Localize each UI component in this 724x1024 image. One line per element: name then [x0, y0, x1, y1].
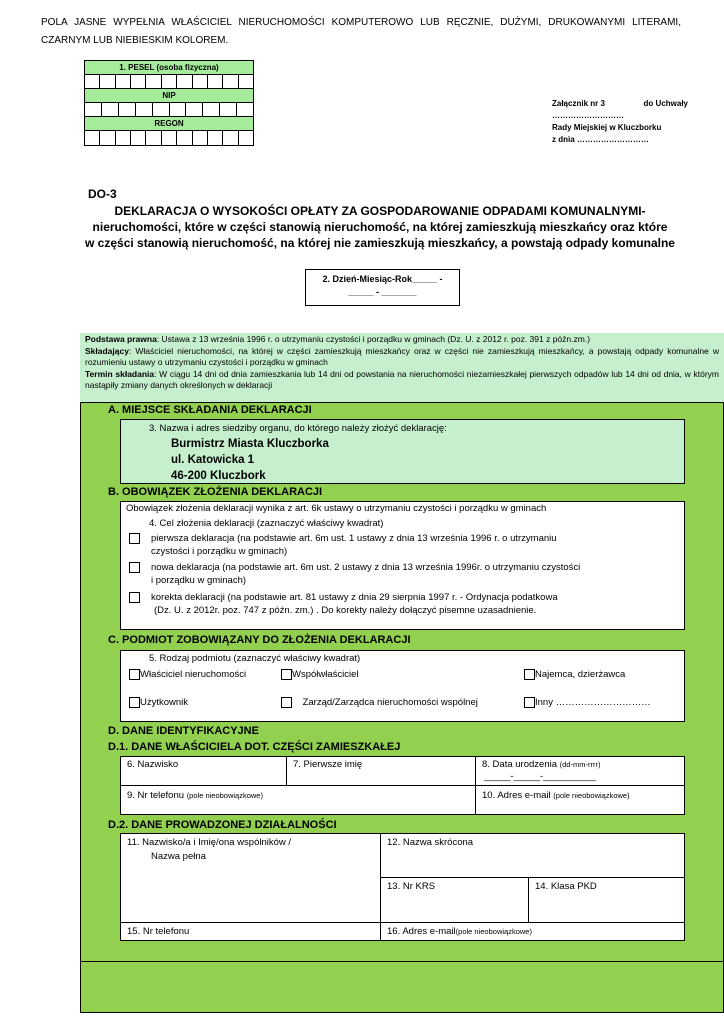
section-d2-title: D.2. DANE PROWADZONEJ DZIAŁALNOŚCI [108, 819, 337, 831]
checkbox-user[interactable] [129, 697, 140, 708]
opt1-line1: pierwsza deklaracja (na podstawie art. 6m ust. 1 ustawy z dnia 13 września 1996 r. o utrzymaniu [151, 533, 557, 544]
field-pkd[interactable]: 14. Klasa PKD [535, 881, 597, 892]
section-b-box [120, 501, 685, 630]
obligation-basis: Obowiązek złożenia deklaracji wynika z art. 6k ustawy o utrzymaniu czystości i porządku w gminach [126, 503, 547, 514]
d2-table [120, 833, 685, 941]
attachment-number: Załącznik nr 3 [552, 99, 605, 108]
field-surname[interactable]: 6. Nazwisko [121, 757, 287, 785]
opt2-line1: nowa deklaracja (na podstawie art. 6m ust. 2 ustawy z dnia 13 września 1996r. o utrzymaniu czystości [151, 562, 581, 573]
checkbox-owner[interactable] [129, 669, 140, 680]
option-user: Użytkownik [129, 696, 188, 709]
nip-cells[interactable] [85, 103, 253, 117]
attachment-date: z dnia ……………………… [552, 135, 649, 144]
attachment-note [552, 98, 712, 146]
attachment-dots: ……………………… [552, 111, 624, 120]
field-business-email[interactable]: 16. Adres e-mail(pole nieobowiązkowe) [387, 926, 532, 937]
attachment-council: Rady Miejskiej w Kluczborku [552, 123, 662, 132]
d1-row1 [120, 756, 685, 786]
checkbox-new-declaration[interactable] [129, 562, 140, 573]
title-line-1: DEKLARACJA O WYSOKOŚCI OPŁATY ZA GOSPODAROWANIE ODPADAMI KOMUNALNYMI- [114, 204, 646, 218]
section-d-title: D. DANE IDENTYFIKACYJNE [108, 725, 259, 737]
checkbox-tenant[interactable] [524, 669, 535, 680]
opt3-line1: korekta deklaracji (na podstawie art. 81 ustawy z dnia 29 sierpnia 1997 r. - Ordynacja podatkowa [151, 592, 558, 603]
checkbox-correction[interactable] [129, 592, 140, 603]
option-manager: Zarząd/Zarządca nieruchomości wspólnej [281, 696, 478, 709]
regon-cells[interactable] [85, 131, 253, 145]
skladajacy-label: Składający [85, 345, 129, 356]
option-other: Inny ………………………… [524, 696, 651, 709]
date-label: 2. Dzień-Miesiąc-Rok_____ - [322, 274, 443, 284]
nip-label: NIP [85, 89, 253, 103]
field-4-label: 4. Cel złożenia deklaracji (zaznaczyć właściwy kwadrat) [149, 518, 384, 529]
form-bottom-divider [80, 961, 724, 962]
opt1-line2: czystości i porządku w gminach) [151, 546, 288, 557]
podstawa-text: : Ustawa z 13 września 1996 r. o utrzymaniu czystości i porządku w gminach (Dz. U. z 2012 r. poz. 391 z późn.zm.) [156, 334, 591, 344]
pesel-cells[interactable] [85, 75, 253, 89]
option-coowner: Współwłaściciel [281, 668, 359, 681]
org-street: ul. Katowicka 1 [171, 454, 255, 466]
skladajacy-text: : Właściciel nieruchomości, na której w części zamieszkują mieszkańcy oraz w części nie zamieszkują mieszkańcy, a powstają odpady komunalne w rozumieniu ustawy o utrzymaniu czystości i porządku w gminach [85, 345, 719, 367]
section-a-box [120, 419, 685, 484]
regon-label: REGON [85, 117, 253, 131]
opt3-line2: (Dz. U. z 2012r. poz. 747 z późn. zm.) . Do korekty należy dołączyć pisemne uzasadnienie. [154, 605, 537, 616]
podstawa-label: Podstawa prawna [85, 334, 157, 344]
section-c-title: C. PODMIOT ZOBOWIĄZANY DO ZŁOŻENIA DEKLARACJI [108, 634, 411, 646]
option-first-declaration [151, 532, 681, 558]
option-owner: Właściciel nieruchomości [129, 668, 246, 681]
section-d1-title: D.1. DANE WŁAŚCICIELA DOT. CZĘŚCI ZAMIESZKAŁEJ [108, 741, 401, 753]
intro-instruction: POLA JASNE WYPEŁNIA WŁAŚCICIEL NIERUCHOMOŚCI KOMPUTEROWO LUB RĘCZNIE, DUŻYMI, DRUKOWANYMI LITERAMI, CZARNYM LUB NIEBIESKIM KOLOREM. [41, 17, 681, 46]
field-business-phone[interactable]: 15. Nr telefonu [121, 923, 381, 941]
date-field[interactable] [305, 269, 460, 306]
field-krs[interactable]: 13. Nr KRS [381, 878, 529, 922]
field-phone[interactable]: 9. Nr telefonu (pole nieobowiązkowe) [121, 786, 476, 814]
option-tenant: Najemca, dzierżawca [524, 668, 625, 681]
title-line-3: w części stanowią nieruchomość, na której nie zamieszkują mieszkańcy, a powstają odpady komunalne [85, 236, 675, 250]
option-correction [151, 591, 681, 617]
field-5-label: 5. Rodzaj podmiotu (zaznaczyć właściwy kwadrat) [149, 653, 361, 664]
opt2-line2: i porządku w gminach) [151, 575, 247, 586]
org-name: Burmistrz Miasta Kluczborka [171, 438, 329, 450]
d1-row2 [120, 785, 685, 815]
org-city: 46-200 Kluczbork [171, 470, 266, 482]
section-b-title: B. OBOWIĄZEK ZŁOŻENIA DEKLARACJI [108, 486, 323, 498]
checkbox-coowner[interactable] [281, 669, 292, 680]
field-partners-name[interactable]: 11. Nazwisko/a i Imię/ona wspólników / Nazwa pełna [121, 834, 381, 922]
checkbox-other[interactable] [524, 697, 535, 708]
checkbox-manager[interactable] [281, 697, 292, 708]
field-3-label: 3. Nazwa i adres siedziby organu, do którego należy złożyć deklarację: [149, 423, 447, 434]
id-table [84, 60, 254, 146]
pesel-label: 1. PESEL (osoba fizyczna) [85, 61, 253, 75]
termin-text: : W ciągu 14 dni od dnia zamieszkania lub 14 dni od powstania na nieruchomości niezamieszkałej pierwszych odpadów lub 14 dni od dnia, w którym nastąpiły zmiany danych określonych w deklaracji [85, 368, 719, 390]
termin-label: Termin składania [85, 368, 155, 379]
section-c-box [120, 650, 685, 722]
field-short-name[interactable]: 12. Nazwa skrócona [381, 834, 685, 878]
section-a-title: A. MIEJSCE SKŁADANIA DEKLARACJI [108, 404, 312, 416]
date-blank: _____ - _______ [348, 287, 417, 297]
attachment-resolution: do Uchwały [643, 99, 688, 108]
document-id: DO-3 [88, 187, 117, 201]
field-birth-date[interactable]: 8. Data urodzenia (dd-mm-rrrr) _____-_____-__________ [482, 759, 601, 782]
legal-basis [80, 333, 724, 403]
option-new-declaration [151, 561, 681, 587]
title-line-2: nieruchomości, które w części stanowią nieruchomość, na której zamieszkują mieszkańcy oraz które [92, 220, 668, 234]
document-title [80, 203, 680, 251]
field-email[interactable]: 10. Adres e-mail (pole nieobowiązkowe) [482, 790, 630, 801]
checkbox-first-declaration[interactable] [129, 533, 140, 544]
field-first-name[interactable]: 7. Pierwsze imię [287, 757, 476, 785]
